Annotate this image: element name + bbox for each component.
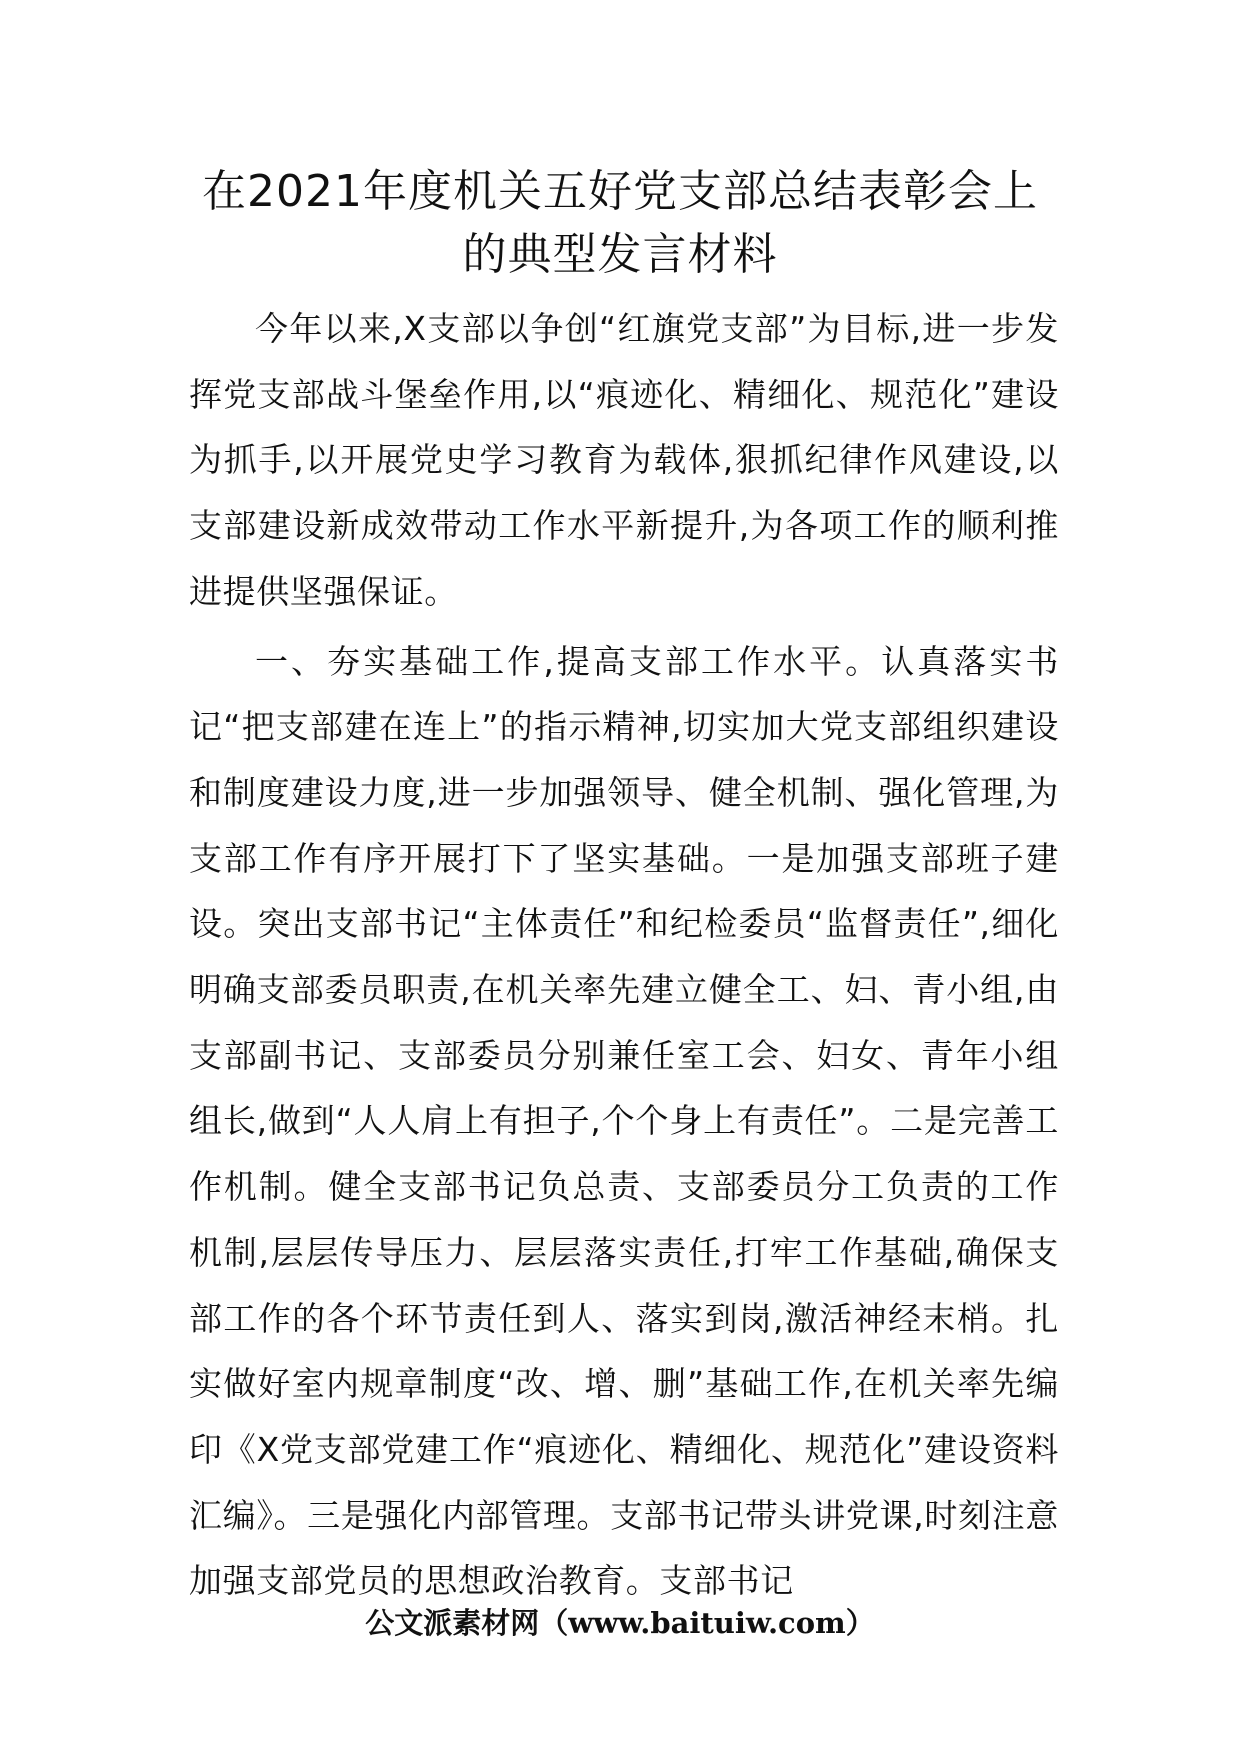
paragraph-section-one: 一、夯实基础工作,提高支部工作水平。认真落实书记“把支部建在连上”的指示精神,切实加大党支部组织建设和制度建设力度,进一步加强领导、健全机制、强化管理,为支部工作有序开展打下了坚实基础。一是加强支部班子建设。突出支部书记“主体责任”和纪检委员“监督责任”,细化明确支部委员职责,在机关率先建立健全工、妇、青小组,由支部副书记、支部委员分别兼任室工会、妇女、青年小组组长,做到“人人肩上有担子,个个身上有责任”。二是完善工作机制。健全支部书记负总责、支部委员分工负责的工作机制,层层传导压力、层层落实责任,打牢工作基础,确保支部工作的各个环节责任到人、落实到岗,激活神经末梢。扎实做好室内规章制度“改、增、删”基础工作,在机关率先编印《X党支部党建工作“痕迹化、精细化、规范化”建设资料汇编》。三是强化内部管理。支部书记带头讲党课,时刻注意加强支部党员的思想政治教育。支部书记 [189, 641, 1059, 1601]
title-line-1: 在2021年度机关五好党支部总结表彰会上 [202, 166, 1038, 217]
document-body [189, 296, 1059, 1614]
document-title [150, 160, 1090, 286]
title-line-2: 的典型发言材料 [462, 229, 778, 280]
footer-watermark: 公文派素材网（www.baituiw.com） [365, 1606, 875, 1640]
paragraph-intro: 今年以来,X支部以争创“红旗党支部”为目标,进一步发挥党支部战斗堡垒作用,以“痕迹化、精细化、规范化”建设为抓手,以开展党史学习教育为载体,狠抓纪律作风建设,以支部建设新成效带动工作水平新提升,为各项工作的顺利推进提供坚强保证。 [189, 309, 1059, 611]
